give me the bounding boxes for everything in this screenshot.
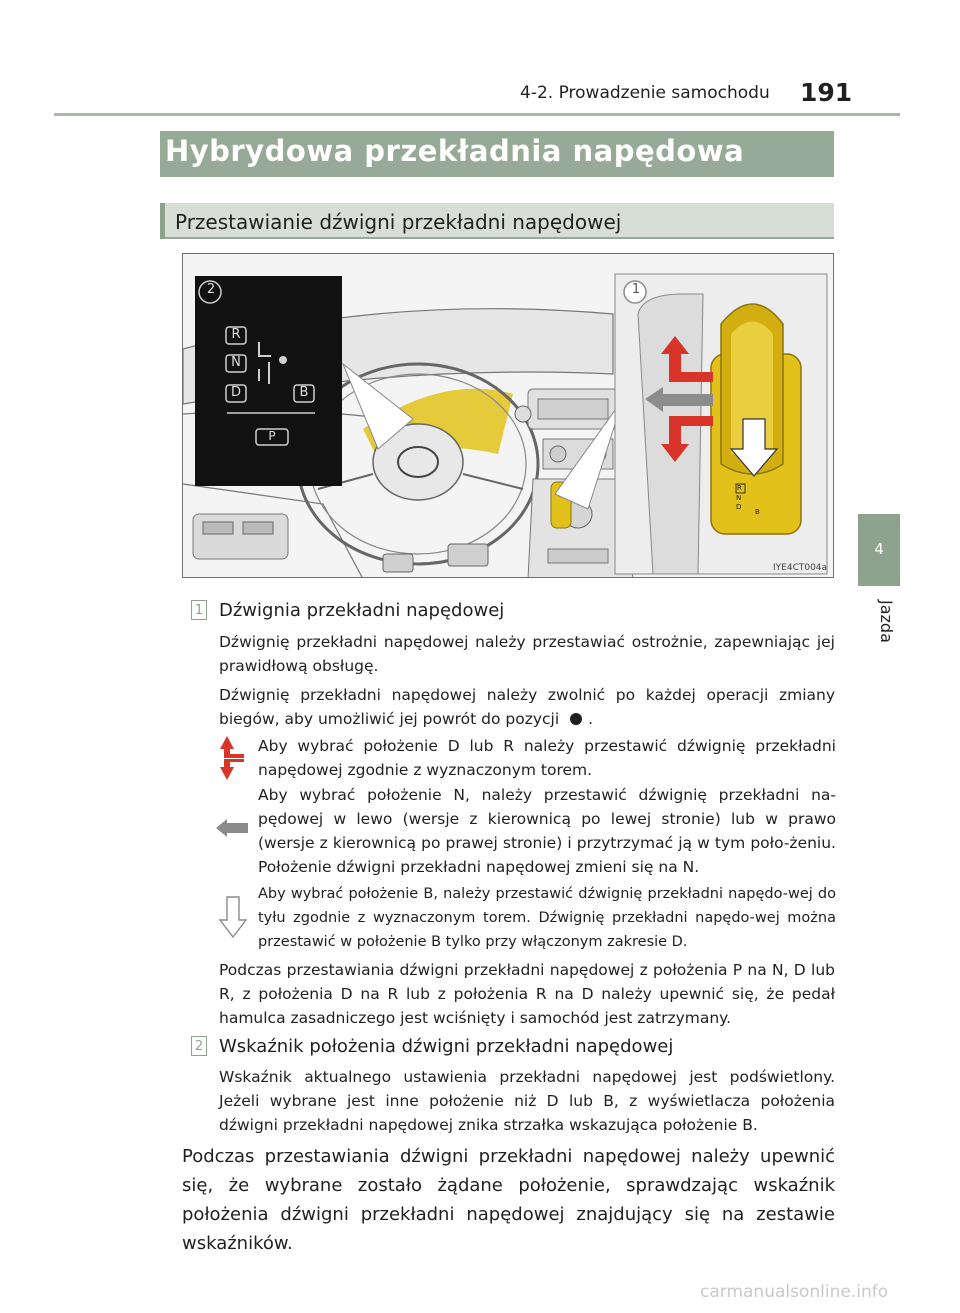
indicator-n-label: N — [231, 355, 241, 370]
indicator-d-label: D — [230, 385, 241, 400]
item-1-title: Dźwignia przekładni napędowej — [219, 600, 505, 621]
item-1-paragraph-2-end: . — [588, 710, 594, 728]
closing-paragraph: Podczas przestawiania dźwigni przekładni napędowej należy upewnić się, że wybrane zostało żądane położenie, sprawdzając wskaźnik położenia dźwigni przekładni napędowej znajdujący się na zestawie wskaźników. — [182, 1146, 835, 1254]
page-title: Hybrydowa przekładnia napędowa — [165, 134, 745, 168]
chapter-tab-number: 4 — [874, 540, 884, 558]
section-subtitle: Przestawianie dźwigni przekładni napędowej — [175, 210, 622, 234]
indicator-p-label: P — [268, 429, 276, 443]
dashboard-illustration — [182, 253, 834, 578]
gate-n-label: N — [736, 494, 742, 502]
inset-callout-2: 2 — [206, 282, 216, 297]
note-red-arrows-text: Aby wybrać położenie D lub R należy przestawić dźwignię przekładni napędowej zgodnie z wyznaczonym torem. — [258, 737, 836, 779]
item-1-badge: 1 — [191, 600, 207, 620]
item-1-paragraph-2 — [219, 683, 835, 731]
white-down-arrow-icon — [219, 896, 247, 938]
indicator-b-label: B — [299, 385, 309, 400]
dashboard-drawing — [183, 254, 834, 578]
note-white-arrow-text: Aby wybrać położenie B, należy przestawić dźwignię przekładni napędo-wej do tyłu zgodnie z wyznaczonym torem. Dźwignię przekładni napędo-wej można przestawić w położenie B tylko przy włączonym zakresie D. — [258, 886, 836, 950]
subtitle-accent — [160, 203, 165, 239]
page-number: 191 — [800, 78, 853, 107]
illustration-code: IYE4CT004a — [773, 563, 828, 573]
indicator-r-label: R — [231, 327, 241, 342]
item-2-badge: 2 — [191, 1036, 207, 1056]
item-1-paragraph-2-text: Dźwignię przekładni napędowej należy zwolnić po każdej operacji zmiany biegów, aby umożliwić jej powrót do pozycji — [219, 686, 835, 728]
neutral-position-dot-icon — [570, 713, 582, 725]
watermark: carmanualsonline.info — [700, 1282, 889, 1302]
chapter-tab-label: Jazda — [877, 600, 896, 643]
section-header: 4-2. Prowadzenie samochodu — [520, 83, 770, 103]
item-1-paragraph-1: Dźwignię przekładni napędowej należy przestawiać ostrożnie, zapewniając jej prawidłową obsługę. — [219, 633, 835, 675]
header-rule — [54, 113, 900, 116]
inset-callout-1: 1 — [631, 282, 641, 297]
note-grey-arrow-text: Aby wybrać położenie N, należy przestawić dźwignię przekładni na-pędowej w lewo (wersje z kierownicą po lewej stronie) lub w prawo (wersje z kierownicą po prawej stronie) i przytrzymać ją w tym poło-żeniu. Położenie dźwigni przekładni napędowej zmieni się na N. — [258, 786, 836, 876]
item-1-paragraph-3: Podczas przestawiania dźwigni przekładni napędowej z położenia P na N, D lub R, z położenia D na R lub z położenia R na D należy upewnić się, że pedał hamulca zasadniczego jest wciśnięty i samochód jest zatrzymany. — [219, 961, 835, 1027]
red-arrows-icon — [216, 733, 248, 783]
item-2-title: Wskaźnik położenia dźwigni przekładni napędowej — [219, 1036, 674, 1057]
grey-arrow-icon — [215, 817, 249, 839]
gate-b-label: B — [755, 508, 760, 516]
gate-d-label: D — [736, 503, 742, 511]
gate-r-label: R — [737, 484, 742, 492]
item-2-paragraph-1: Wskaźnik aktualnego ustawienia przekładni napędowej jest podświetlony. Jeżeli wybrane jest inne położenie niż D lub B, z wyświetlacza położenia dźwigni przekładni napędowej znika strzałka wskazująca położenie B. — [219, 1068, 835, 1134]
